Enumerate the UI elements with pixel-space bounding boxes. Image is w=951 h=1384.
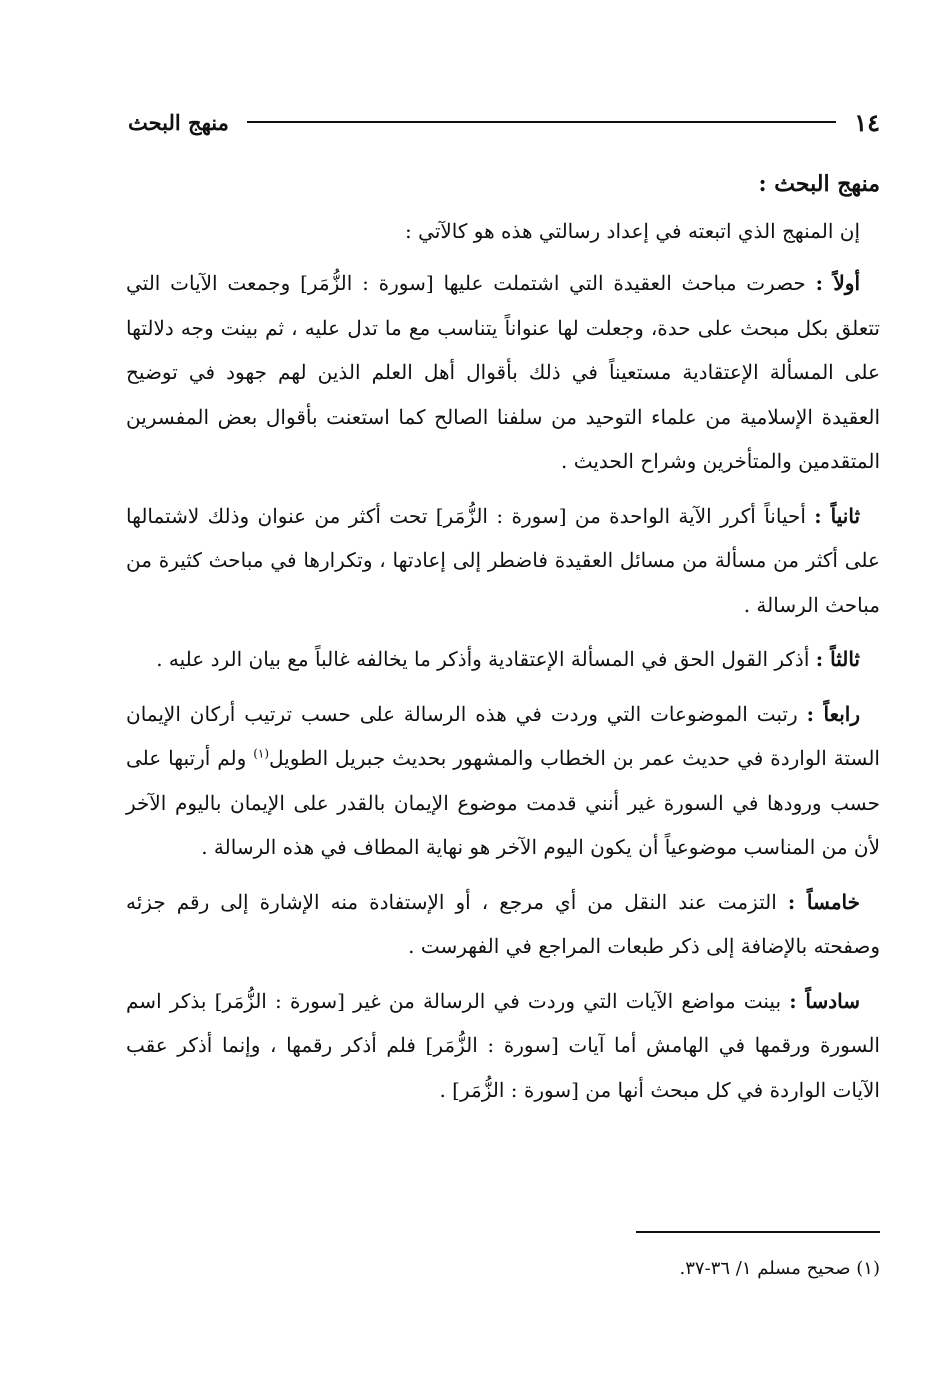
paragraph-label: رابعاً : — [806, 701, 861, 726]
body-text — [126, 162, 880, 1122]
section-heading: منهج البحث : — [758, 171, 880, 197]
paragraph-first — [126, 261, 880, 484]
paragraph-label: ثالثاً : — [815, 647, 860, 671]
page-number: ١٤ — [854, 107, 880, 137]
paragraph-label: سادساً : — [789, 988, 860, 1013]
paragraph-text: التزمت عند النقل من أي مرجع ، أو الإستفادة منه الإشارة إلى رقم جزئه وصفحته بالإضافة إلى ذكر طبعات المراجع في الفهرست . — [126, 889, 880, 958]
footnote-reference[interactable]: (١) — [253, 746, 270, 761]
header-rule — [247, 121, 836, 123]
paragraph-text-continued: ولم أرتبها على حسب ورودها في السورة غير أنني قدمت موضوع الإيمان بالقدر على الإيمان باليوم الآخر لأن من المناسب موضوعياً أن يكون اليوم الآخر هو نهاية المطاف في هذه الرسالة . — [126, 746, 880, 859]
intro-paragraph: إن المنهج الذي اتبعته في إعداد رسالتي هذه هو كالآتي : — [405, 218, 860, 243]
paragraph-text: حصرت مباحث العقيدة التي اشتملت عليها [سورة : الزُّمَر] وجمعت الآيات التي تتعلق بكل مبحث على حدة، وجعلت لها عنواناً يتناسب مع ما تدل عليه ، ثم بينت وجه دلالتها على المسألة الإعتقادية مستعيناً في ذلك بأقوال أهل العلم الذين لهم جهود في توضيح العقيدة الإسلامية من علماء التوحيد من سلفنا الصالح كما استعنت بأقوال بعض المفسرين المتقدمين والمتأخرين وشراح الحديث . — [126, 271, 880, 473]
paragraph-sixth — [126, 979, 880, 1113]
paragraph-fifth — [126, 880, 880, 969]
paragraph-label: أولاً : — [815, 271, 861, 295]
running-title: منهج البحث — [128, 109, 229, 135]
paragraph-third — [126, 637, 880, 682]
paragraph-label: خامساً : — [787, 889, 860, 914]
paragraph-text: أذكر القول الحق في المسألة الإعتقادية وأذكر ما يخالفه غالباً مع بيان الرد عليه . — [156, 647, 816, 671]
paragraph-text: بينت مواضع الآيات التي وردت في الرسالة من غير [سورة : الزُّمَر] بذكر اسم السورة ورقمها في الهامش أما آيات [سورة : الزُّمَر] فلم أذكر رقمها ، وإنما أذكر عقب الآيات الواردة في كل مبحث أنها من [سورة : الزُّمَر] . — [126, 988, 880, 1102]
paragraph-text: أحياناً أكرر الآية الواحدة من [سورة : الزُّمَر] تحت أكثر من عنوان وذلك لاشتمالها على أكثر من مسألة من مسائل العقيدة فاضطر إلى إعادتها ، وتكرارها في مباحث كثيرة من مباحث الرسالة . — [126, 503, 880, 617]
running-header — [128, 104, 880, 140]
footnote: (١) صحيح مسلم ١/ ٣٦-٣٧. — [679, 1258, 880, 1279]
paragraph-label: ثانياً : — [814, 503, 861, 528]
paragraph-second — [126, 494, 880, 628]
footnote-separator — [636, 1231, 880, 1233]
paragraph-text: رتبت الموضوعات التي وردت في هذه الرسالة على حسب ترتيب أركان الإيمان الستة الواردة في حديث عمر بن الخطاب والمشهور بحديث جبريل الطويل — [126, 701, 880, 770]
paragraph-fourth — [126, 692, 880, 870]
